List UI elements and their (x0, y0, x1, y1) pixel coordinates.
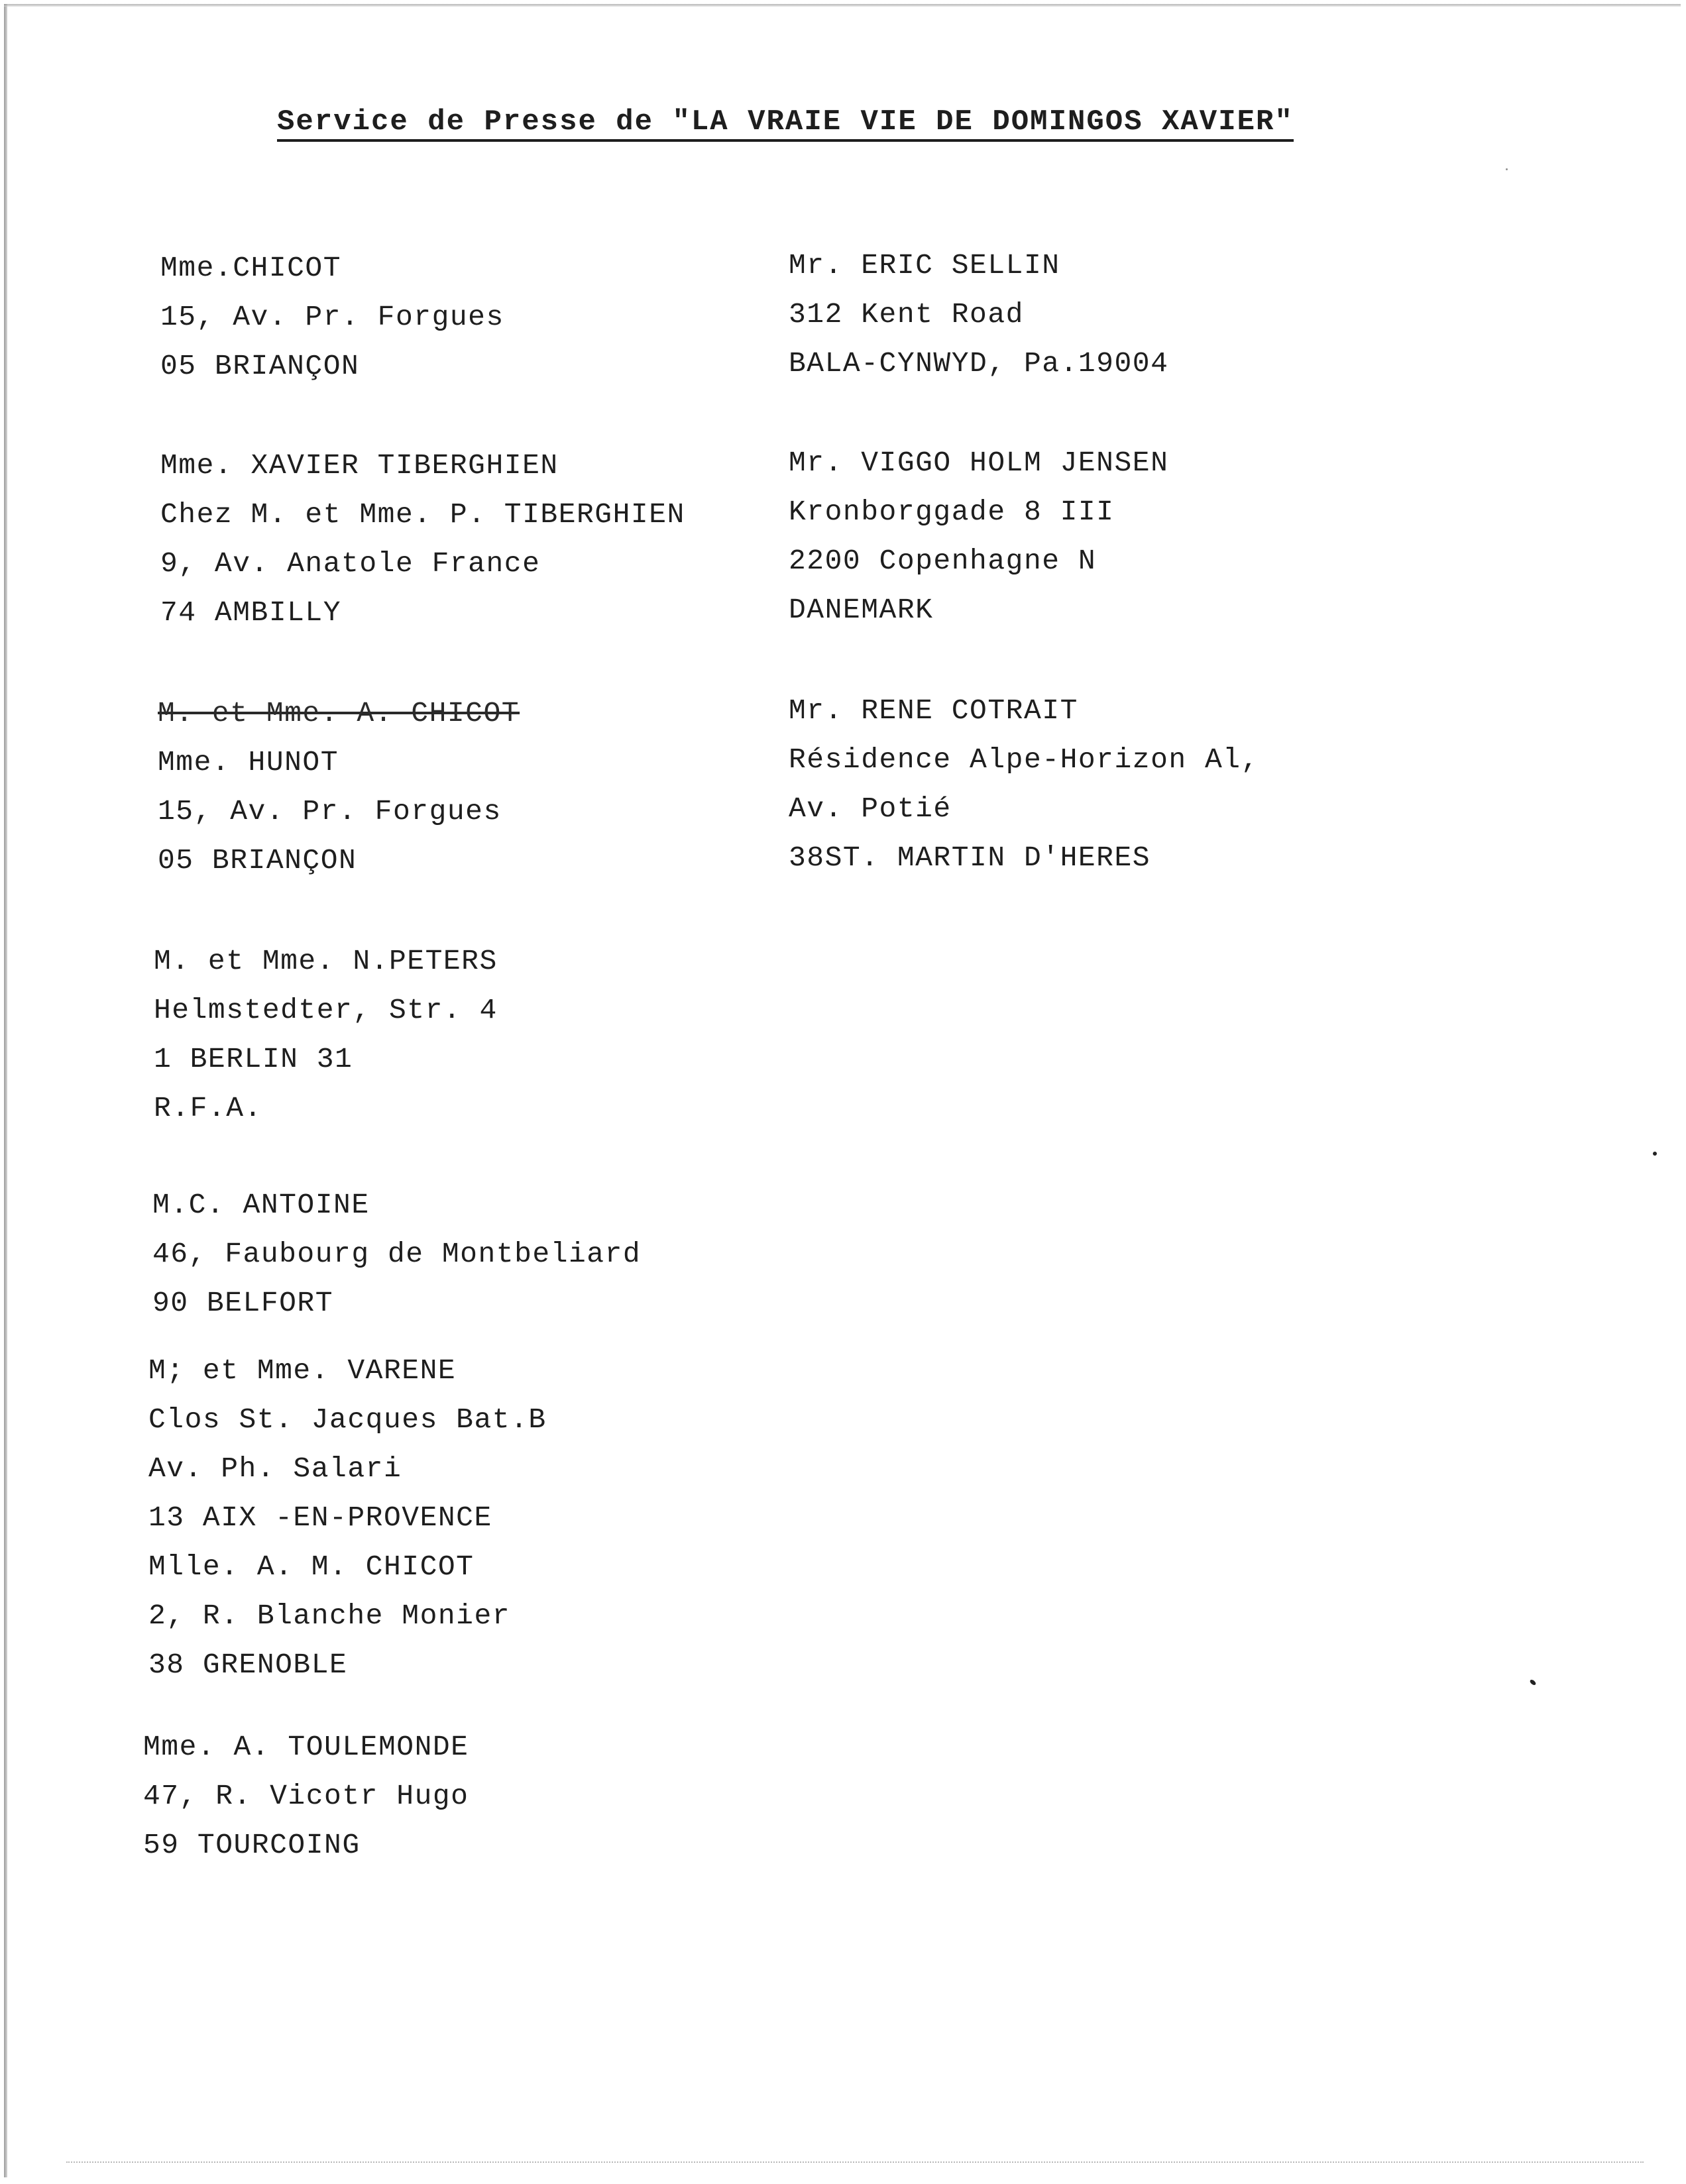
address-line: Résidence Alpe-Horizon Al, (789, 743, 1259, 776)
page-title: Service de Presse de "LA VRAIE VIE DE DOMINGOS XAVIER" (277, 106, 1294, 142)
address-line: 312 Kent Road (789, 298, 1024, 331)
address-line: 74 AMBILLY (160, 596, 342, 629)
page-edge-left (4, 4, 7, 2177)
address-line: DANEMARK (789, 594, 934, 626)
address-toulemonde (143, 1723, 469, 1870)
address-line: 2, R. Blanche Monier (148, 1600, 511, 1632)
address-line: Av. Ph. Salari (148, 1452, 402, 1485)
address-line: 38 GRENOBLE (148, 1649, 348, 1681)
scan-speck (1653, 1152, 1657, 1156)
address-cotrait (789, 686, 1259, 883)
address-line: Clos St. Jacques Bat.B (148, 1403, 547, 1436)
address-line: 1 BERLIN 31 (154, 1043, 353, 1075)
address-antoine (152, 1181, 641, 1328)
address-line: Mme.CHICOT (160, 252, 342, 284)
address-line: 59 TOURCOING (143, 1829, 361, 1861)
address-line: Helmstedter, Str. 4 (154, 994, 498, 1026)
address-jensen (789, 439, 1168, 635)
address-varene-chicot (148, 1346, 547, 1690)
scan-speck (1506, 168, 1508, 170)
address-line: M. et Mme. N.PETERS (154, 945, 498, 977)
address-line: Mme. A. TOULEMONDE (143, 1731, 469, 1763)
address-line: 15, Av. Pr. Forgues (158, 795, 502, 828)
address-line: Av. Potié (789, 792, 952, 825)
address-peters (154, 937, 498, 1133)
address-line: 46, Faubourg de Montbeliard (152, 1238, 642, 1270)
address-line: R.F.A. (154, 1092, 262, 1124)
address-line: 90 BELFORT (152, 1287, 334, 1319)
address-line: 9, Av. Anatole France (160, 547, 541, 580)
page-edge-top (4, 4, 1681, 7)
address-line: 38ST. MARTIN D'HERES (789, 842, 1151, 874)
address-sellin (789, 241, 1168, 388)
address-line: Mr. RENE COTRAIT (789, 694, 1078, 727)
address-line: Mr. ERIC SELLIN (789, 249, 1060, 282)
address-line: 15, Av. Pr. Forgues (160, 301, 504, 333)
address-chicot (160, 244, 504, 391)
address-line: M; et Mme. VARENE (148, 1354, 457, 1387)
address-line: 05 BRIANÇON (158, 844, 357, 877)
address-tiberghien (160, 441, 685, 637)
address-line: 47, R. Vicotr Hugo (143, 1780, 469, 1812)
address-line: 13 AIX -EN-PROVENCE (148, 1502, 492, 1534)
address-line: M.C. ANTOINE (152, 1189, 370, 1221)
address-line: Mme. HUNOT (158, 746, 339, 779)
address-line: Kronborggade 8 III (789, 496, 1115, 528)
address-line: 05 BRIANÇON (160, 350, 360, 382)
address-hunot (158, 689, 520, 885)
address-line: BALA-CYNWYD, Pa.19004 (789, 347, 1169, 380)
address-line: Mlle. A. M. CHICOT (148, 1551, 475, 1583)
address-line: Mme. XAVIER TIBERGHIEN (160, 449, 559, 482)
address-line: Chez M. et Mme. P. TIBERGHIEN (160, 498, 685, 531)
address-line: Mr. VIGGO HOLM JENSEN (789, 447, 1169, 479)
scan-speck (1529, 1678, 1537, 1686)
address-line: 2200 Copenhagne N (789, 545, 1097, 577)
struck-out-line: M. et Mme. A. CHICOT (158, 697, 520, 730)
page-edge-bottom (66, 2161, 1644, 2164)
